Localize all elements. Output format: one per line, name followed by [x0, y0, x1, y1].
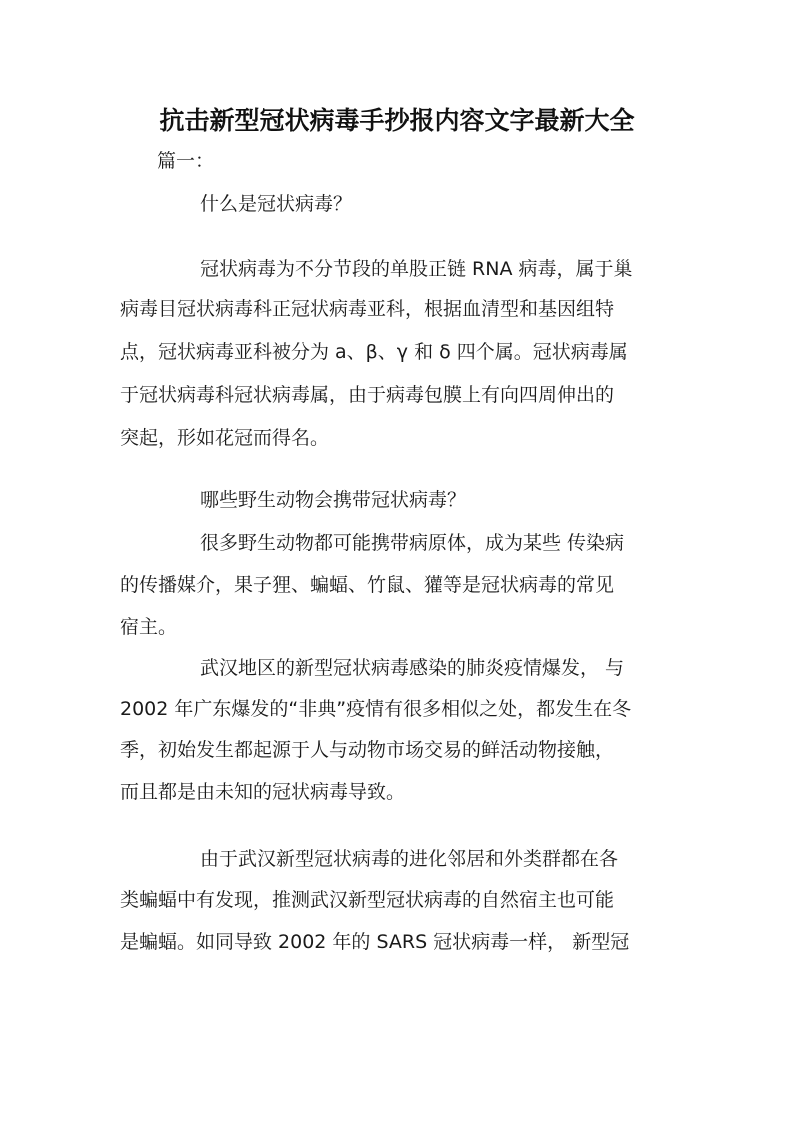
paragraph-line: 突起，形如花冠而得名。	[120, 427, 330, 449]
document-title: 抗击新型冠状病毒手抄报内容文字最新大全	[159, 106, 635, 135]
paragraph-line: 而且都是由未知的冠状病毒导致。	[120, 781, 406, 803]
paragraph-line: 哪些野生动物会携带冠状病毒？	[200, 489, 467, 511]
section-label: 篇一：	[157, 150, 215, 172]
paragraph-line: 类蝙蝠中有发现，推测武汉新型冠状病毒的自然宿主也可能	[120, 889, 615, 911]
paragraph-line: 2002 年广东爆发的“非典”疫情有很多相似之处，都发生在冬	[120, 698, 632, 720]
paragraph-line: 点，冠状病毒亚科被分为 a、β、γ 和 δ 四个属。冠状病毒属	[120, 341, 628, 363]
paragraph-line: 季，初始发生都起源于人与动物市场交易的鲜活动物接触，	[120, 739, 615, 761]
paragraph-line: 很多野生动物都可能携带病原体，成为某些 传染病	[200, 532, 625, 554]
paragraph-line: 什么是冠状病毒？	[200, 193, 353, 215]
paragraph-line: 武汉地区的新型冠状病毒感染的肺炎疫情爆发， 与	[200, 657, 625, 679]
paragraph-line: 病毒目冠状病毒科正冠状病毒亚科，根据血清型和基因组特	[120, 298, 615, 320]
paragraph-line: 于冠状病毒科冠状病毒属，由于病毒包膜上有向四周伸出的	[120, 384, 615, 406]
paragraph-line: 的传播媒介，果子狸、蝙蝠、竹鼠、獾等是冠状病毒的常见	[120, 574, 615, 596]
paragraph-line: 宿主。	[120, 616, 178, 638]
paragraph-line: 冠状病毒为不分节段的单股正链 RNA 病毒，属于巢	[200, 258, 633, 280]
paragraph-line: 由于武汉新型冠状病毒的进化邻居和外类群都在各	[200, 848, 619, 870]
paragraph-line: 是蝙蝠。如同导致 2002 年的 SARS 冠状病毒一样， 新型冠	[120, 931, 630, 953]
